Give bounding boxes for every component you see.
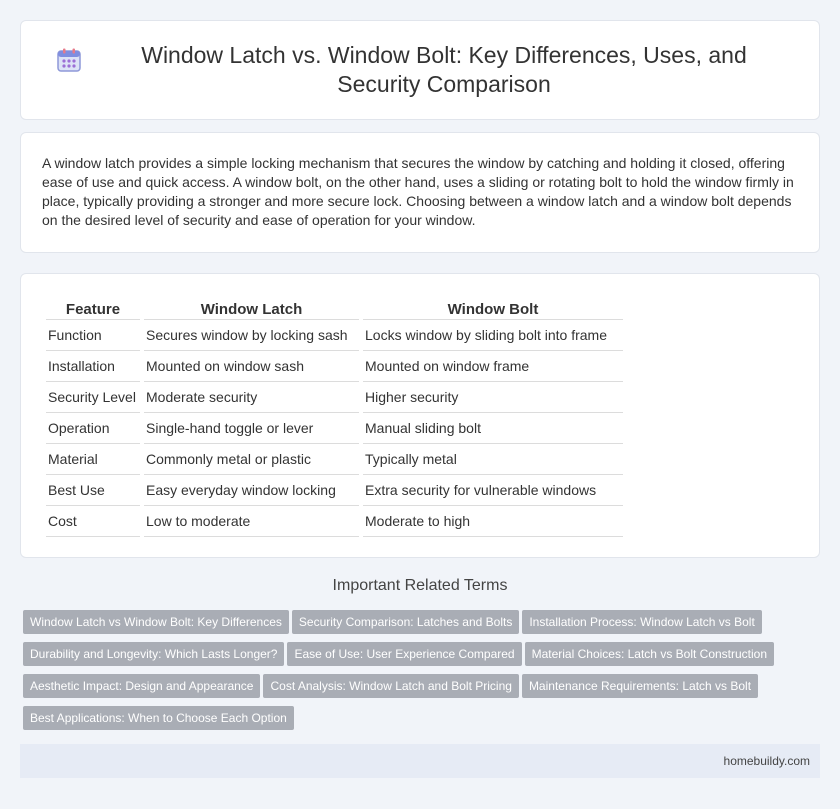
- related-term-tag[interactable]: Durability and Longevity: Which Lasts Longer?: [23, 642, 284, 666]
- related-term-tag[interactable]: Maintenance Requirements: Latch vs Bolt: [522, 674, 758, 698]
- table-row: [46, 351, 623, 382]
- related-term-tag[interactable]: Security Comparison: Latches and Bolts: [292, 610, 519, 634]
- table-cell: Moderate security: [144, 382, 359, 413]
- table-cell: Security Level: [46, 382, 140, 413]
- table-row: [46, 320, 623, 351]
- related-term-tag[interactable]: Window Latch vs Window Bolt: Key Differences: [23, 610, 289, 634]
- table-cell: Cost: [46, 506, 140, 537]
- table-cell: Best Use: [46, 475, 140, 506]
- table-cell: Typically metal: [363, 444, 623, 475]
- intro-paragraph: A window latch provides a simple locking mechanism that secures the window by catching and holding it closed, offering ease of use and quick access. A window bolt, on the other hand, uses a sliding or rotating bolt to hold the window firmly in place, typically providing a stronger and more secure lock. Choosing between a window latch and a window bolt depends on the desired level of security and ease of operation for your window.: [42, 155, 794, 228]
- table-cell: Secures window by locking sash: [144, 320, 359, 351]
- table-row: [46, 382, 623, 413]
- table-cell: Operation: [46, 413, 140, 444]
- calendar-grid-icon: [56, 47, 82, 73]
- header-card: [20, 20, 820, 120]
- header-feature: Feature: [46, 294, 140, 320]
- table-cell: Material: [46, 444, 140, 475]
- table-row: [46, 413, 623, 444]
- table-cell: Moderate to high: [363, 506, 623, 537]
- related-term-tag[interactable]: Material Choices: Latch vs Bolt Construction: [525, 642, 774, 666]
- table-cell: Single-hand toggle or lever: [144, 413, 359, 444]
- table-cell: Higher security: [363, 382, 623, 413]
- table-cell: Manual sliding bolt: [363, 413, 623, 444]
- table-cell: Installation: [46, 351, 140, 382]
- related-term-tag[interactable]: Aesthetic Impact: Design and Appearance: [23, 674, 260, 698]
- header-window-bolt: Window Bolt: [363, 294, 623, 320]
- table-row: [46, 444, 623, 475]
- intro-card: [20, 132, 820, 253]
- related-term-tag[interactable]: Best Applications: When to Choose Each Option: [23, 706, 294, 730]
- table-header-row: [46, 294, 623, 320]
- table-cell: Function: [46, 320, 140, 351]
- page-title: Window Latch vs. Window Bolt: Key Differences, Uses, and Security Comparison: [141, 42, 747, 97]
- table-row: [46, 506, 623, 537]
- related-term-tag[interactable]: Installation Process: Window Latch vs Bolt: [522, 610, 761, 634]
- related-terms-list: [23, 610, 823, 738]
- related-term-tag[interactable]: Ease of Use: User Experience Compared: [287, 642, 521, 666]
- comparison-table: [42, 294, 627, 537]
- footer: [20, 744, 820, 778]
- table-cell: Commonly metal or plastic: [144, 444, 359, 475]
- related-terms-title: Important Related Terms: [332, 577, 508, 594]
- table-row: [46, 475, 623, 506]
- table-cell: Mounted on window frame: [363, 351, 623, 382]
- header-window-latch: Window Latch: [144, 294, 359, 320]
- table-cell: Extra security for vulnerable windows: [363, 475, 623, 506]
- table-cell: Low to moderate: [144, 506, 359, 537]
- comparison-table-card: [20, 273, 820, 558]
- table-cell: Mounted on window sash: [144, 351, 359, 382]
- footer-site-link[interactable]: homebuildy.com: [723, 754, 810, 768]
- related-term-tag[interactable]: Cost Analysis: Window Latch and Bolt Pricing: [263, 674, 518, 698]
- table-cell: Easy everyday window locking: [144, 475, 359, 506]
- table-cell: Locks window by sliding bolt into frame: [363, 320, 623, 351]
